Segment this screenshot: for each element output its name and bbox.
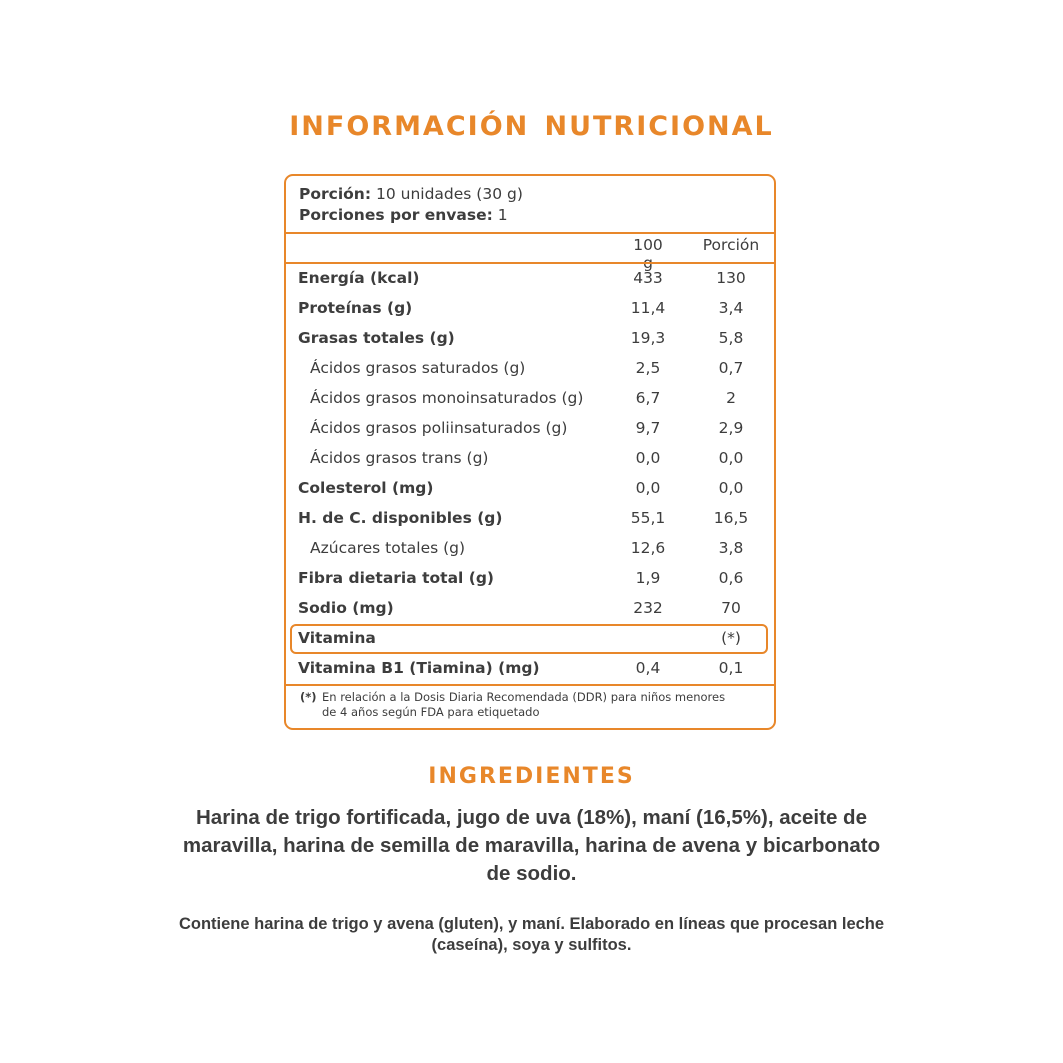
- table-row: [286, 564, 774, 594]
- row-value-100g: 232: [633, 599, 663, 617]
- row-label: Fibra dietaria total (g): [298, 569, 494, 587]
- footnote-text: En relación a la Dosis Diaria Recomendada (DDR) para niños menores de 4 años según FDA para etiquetado: [322, 690, 726, 719]
- row-label: Azúcares totales (g): [310, 539, 466, 557]
- row-label: Sodio (mg): [298, 599, 394, 617]
- table-row: [286, 504, 774, 534]
- row-value-portion: 70: [721, 599, 741, 617]
- row-value-portion: 0,0: [718, 479, 744, 497]
- row-value-portion: 3,8: [718, 539, 744, 557]
- row-value-100g: 0,4: [635, 659, 661, 677]
- footnote-mark: (*): [300, 690, 317, 704]
- row-value-portion: 3,4: [718, 299, 744, 317]
- table-row: [286, 444, 774, 474]
- portions-per-pack-label: Porciones por envase:: [299, 206, 493, 224]
- row-value-portion: 130: [716, 269, 746, 287]
- row-value-portion: 5,8: [718, 329, 744, 347]
- table-row: [286, 414, 774, 444]
- row-value-portion: 16,5: [713, 509, 749, 527]
- table-row: [286, 474, 774, 504]
- row-value-100g: 12,6: [630, 539, 666, 557]
- footnote: [300, 690, 770, 720]
- row-value-portion: 0,7: [718, 359, 744, 377]
- row-value-100g: 19,3: [630, 329, 666, 347]
- row-value-100g: 0,0: [635, 479, 661, 497]
- row-label: Ácidos grasos trans (g): [310, 449, 489, 467]
- table-row: [286, 324, 774, 354]
- portion-value: 10 unidades (30 g): [371, 185, 523, 203]
- divider: [286, 684, 774, 686]
- column-header-100g: 100 g: [633, 236, 663, 272]
- allergens-text: Contiene harina de trigo y avena (gluten), y maní. Elaborado en líneas que procesan leche (caseína), soya y sulfitos.: [178, 915, 885, 954]
- row-value-100g: 11,4: [630, 299, 666, 317]
- nutrition-title: información nutricional: [289, 100, 774, 144]
- table-row: [286, 354, 774, 384]
- row-label: Ácidos grasos saturados (g): [310, 359, 526, 377]
- divider: [286, 232, 774, 234]
- table-row: [286, 624, 774, 654]
- table-row: [286, 384, 774, 414]
- table-row: [286, 594, 774, 624]
- portions-per-pack-value: 1: [492, 206, 508, 224]
- row-label: Proteínas (g): [298, 299, 413, 317]
- ingredients-text: Harina de trigo fortificada, jugo de uva (18%), maní (16,5%), aceite de maravilla, harina de semilla de maravilla, harina de avena y bicarbonato de sodio.: [182, 806, 881, 885]
- row-label: H. de C. disponibles (g): [298, 509, 503, 527]
- table-row: [286, 294, 774, 324]
- row-value-portion: 0,0: [718, 449, 744, 467]
- row-value-100g: 6,7: [635, 389, 661, 407]
- row-label: Grasas totales (g): [298, 329, 455, 347]
- row-value-100g: 1,9: [635, 569, 661, 587]
- row-value-portion: 0,1: [718, 659, 744, 677]
- table-row: [286, 534, 774, 564]
- row-value-portion: 2,9: [718, 419, 744, 437]
- table-row: [286, 264, 774, 294]
- row-value-100g: 9,7: [635, 419, 661, 437]
- row-label: Ácidos grasos monoinsaturados (g): [310, 389, 584, 407]
- table-row: [286, 654, 774, 684]
- row-value-portion: (*): [721, 629, 741, 647]
- row-label: Vitamina: [298, 629, 376, 647]
- row-value-100g: 55,1: [630, 509, 666, 527]
- row-value-100g: 2,5: [635, 359, 661, 377]
- serving-info: [299, 184, 523, 226]
- row-label: Ácidos grasos poliinsaturados (g): [310, 419, 568, 437]
- row-value-100g: 433: [633, 269, 663, 287]
- row-label: Vitamina B1 (Tiamina) (mg): [298, 659, 540, 677]
- row-label: Energía (kcal): [298, 269, 420, 287]
- row-value-portion: 0,6: [718, 569, 744, 587]
- column-header-portion: Porción: [702, 236, 760, 254]
- nutrition-facts-table: [284, 174, 776, 730]
- portion-label: Porción:: [299, 185, 372, 203]
- ingredients-title: ingredientes: [428, 755, 635, 791]
- row-value-portion: 2: [726, 389, 736, 407]
- row-value-100g: 0,0: [635, 449, 661, 467]
- row-label: Colesterol (mg): [298, 479, 434, 497]
